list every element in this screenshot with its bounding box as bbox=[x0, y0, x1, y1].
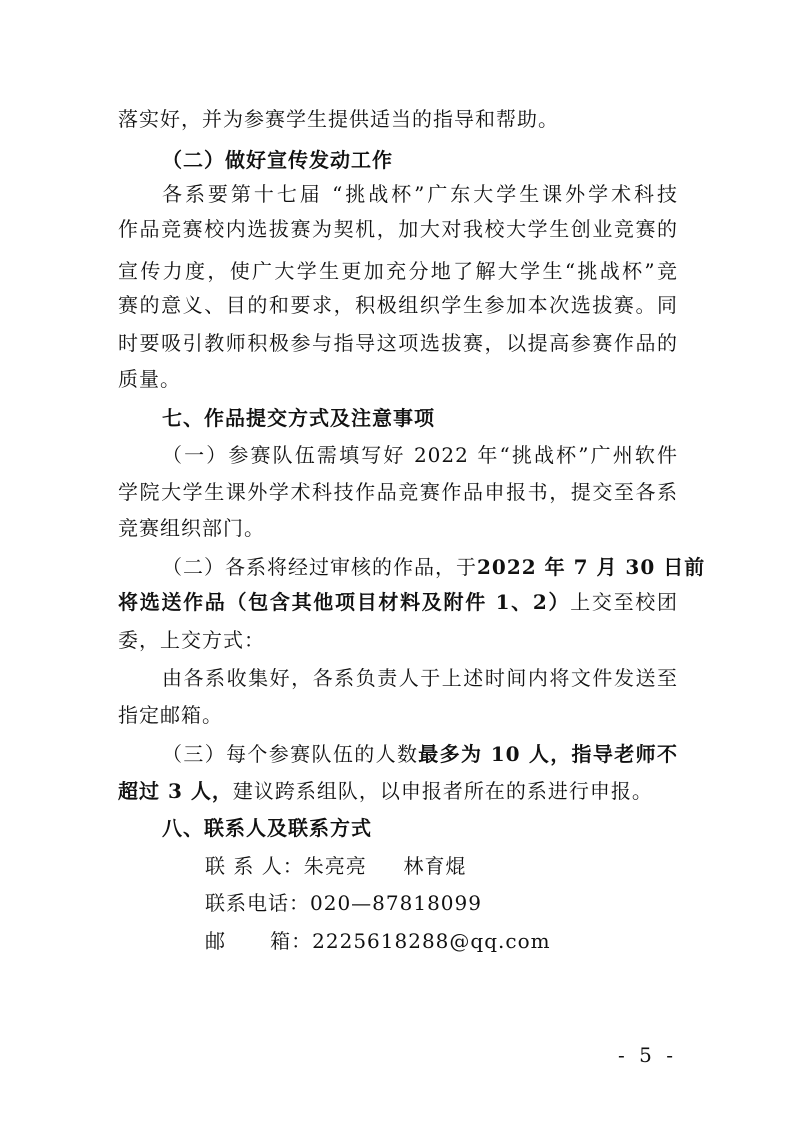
paragraph-line bbox=[162, 739, 678, 769]
contact-phone-label: 联系电话： bbox=[205, 891, 310, 915]
contact-phone-value: 020—87818099 bbox=[310, 891, 482, 915]
paragraph-line bbox=[162, 552, 706, 582]
paragraph-line bbox=[118, 587, 678, 617]
bold-text-run: 超过 3 人， bbox=[118, 779, 233, 803]
section-heading: 八、联系人及联系方式 bbox=[162, 816, 372, 840]
contact-phone bbox=[205, 888, 675, 918]
paragraph-line: 时要吸引教师积极参与指导这项选拔赛，以提高参赛作品的 bbox=[118, 331, 678, 355]
paragraph-line: 质量。 bbox=[118, 367, 181, 391]
paragraph-line: 指定邮箱。 bbox=[118, 703, 223, 727]
paragraph-line: 竞赛组织部门。 bbox=[118, 516, 265, 540]
paragraph-line: （一）参赛队伍需填写好 2022 年“挑战杯”广州软件 bbox=[162, 443, 678, 467]
bold-text-run: 2022 年 7 月 30 日前 bbox=[477, 555, 706, 579]
paragraph-line: 委，上交方式： bbox=[118, 628, 265, 652]
page-number: - 5 - bbox=[618, 1043, 677, 1067]
section-heading: （二）做好宣传发动工作 bbox=[162, 148, 393, 172]
text-run: 上交至校团 bbox=[570, 590, 679, 614]
text-run: （二）各系将经过审核的作品，于 bbox=[162, 555, 477, 579]
paragraph-line: 宣传力度，使广大学生更加充分地了解大学生“挑战杯”竞 bbox=[118, 259, 678, 283]
text-run: （三）每个参赛队伍的人数 bbox=[162, 742, 419, 766]
contact-email bbox=[205, 926, 675, 956]
paragraph-line: 学院大学生课外学术科技作品竞赛作品申报书，提交至各系 bbox=[118, 480, 678, 504]
paragraph-line: 各系要第十七届 “挑战杯”广东大学生课外学术科技 bbox=[162, 182, 678, 206]
bold-text-run: 最多为 10 人，指导老师不 bbox=[418, 742, 678, 766]
contact-email-label: 邮 箱： bbox=[205, 929, 313, 953]
paragraph-line bbox=[118, 776, 678, 806]
contact-person-label: 联 系 人： bbox=[205, 854, 304, 878]
contact-email-value[interactable]: 2225618288@qq.com bbox=[312, 929, 551, 953]
text-run: 建议跨系组队，以申报者所在的系进行申报。 bbox=[232, 779, 653, 803]
paragraph-line: 作品竞赛校内选拔赛为契机，加大对我校大学生创业竞赛的 bbox=[118, 217, 678, 241]
paragraph-line: 落实好，并为参赛学生提供适当的指导和帮助。 bbox=[118, 107, 559, 131]
section-heading: 七、作品提交方式及注意事项 bbox=[162, 406, 435, 430]
paragraph-line: 赛的意义、目的和要求，积极组织学生参加本次选拔赛。同 bbox=[118, 293, 678, 317]
contact-person bbox=[205, 851, 675, 881]
paragraph-line: 由各系收集好，各系负责人于上述时间内将文件发送至 bbox=[162, 666, 678, 690]
bold-text-run: 将选送作品（包含其他项目材料及附件 1、2） bbox=[118, 590, 571, 614]
contact-person-value: 朱亮亮 林育焜 bbox=[303, 854, 467, 878]
